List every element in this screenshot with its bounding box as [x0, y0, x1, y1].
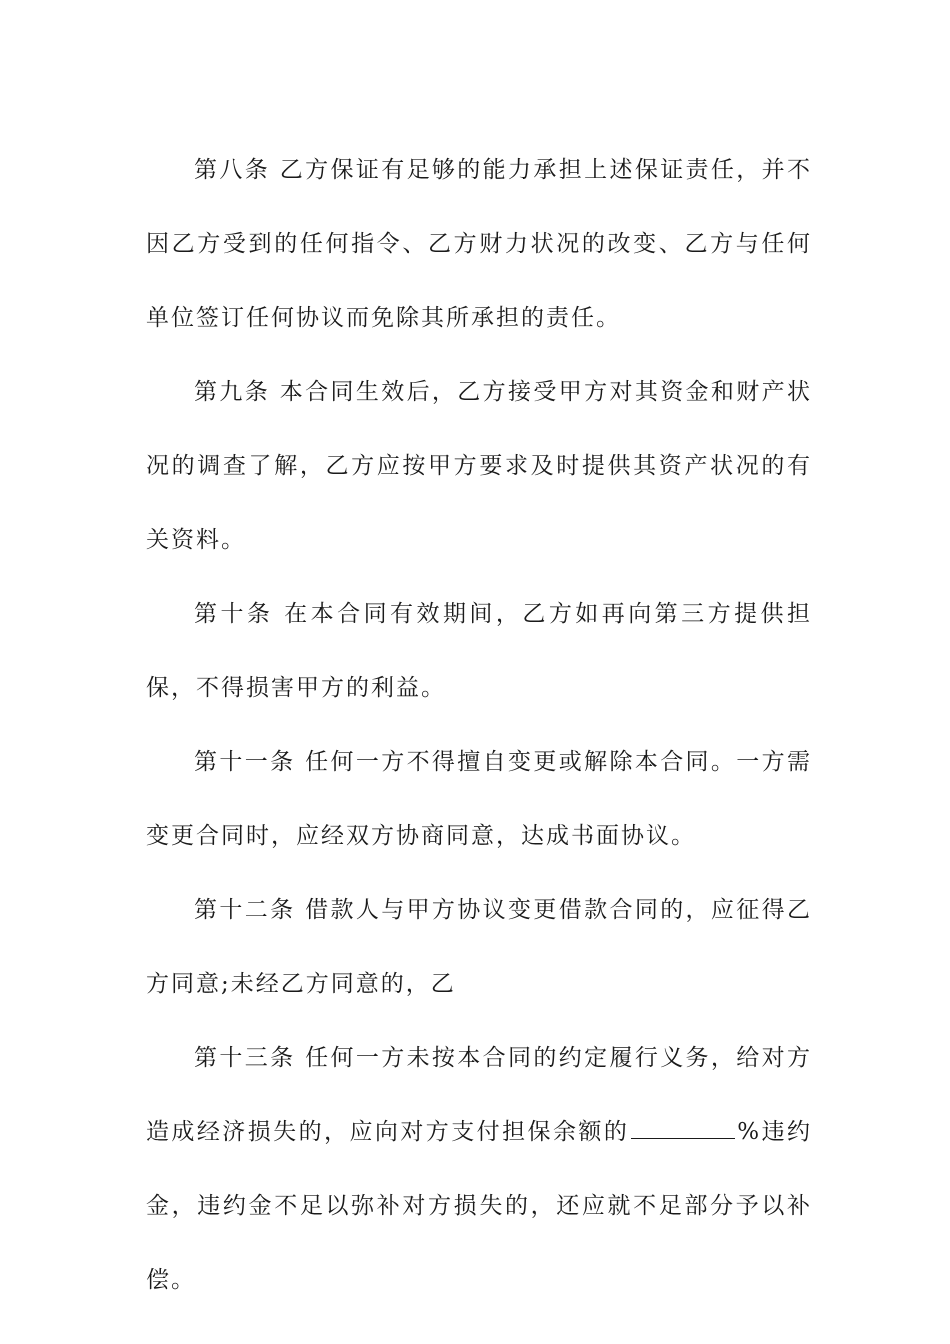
- article-13-text-before-blank: 第十三条 任何一方未按本合同的约定履行义务，给对方造成经济损失的，应向对方支付担保余额的: [146, 1045, 812, 1145]
- article-9-paragraph: 第九条 本合同生效后，乙方接受甲方对其资金和财产状况的调查了解，乙方应按甲方要求及时提供其资产状况的有关资料。: [146, 379, 812, 553]
- article-8-paragraph: 第八条 乙方保证有足够的能力承担上述保证责任，并不因乙方受到的任何指令、乙方财力状况的改变、乙方与任何单位签订任何协议而免除其所承担的责任。: [146, 157, 812, 331]
- article-10-paragraph: 第十条 在本合同有效期间，乙方如再向第三方提供担保，不得损害甲方的利益。: [146, 601, 812, 701]
- document-body: [146, 133, 812, 1317]
- article-11-paragraph: 第十一条 任何一方不得擅自变更或解除本合同。一方需变更合同时，应经双方协商同意，达成书面协议。: [146, 749, 812, 849]
- article-13-paragraph: [146, 1021, 812, 1317]
- article-13-text-after-blank: %违约金，违约金不足以弥补对方损失的，还应就不足部分予以补偿。: [146, 1119, 813, 1293]
- penalty-percentage-blank: [631, 1118, 735, 1139]
- article-12-paragraph: 第十二条 借款人与甲方协议变更借款合同的，应征得乙方同意;未经乙方同意的，乙: [146, 897, 812, 997]
